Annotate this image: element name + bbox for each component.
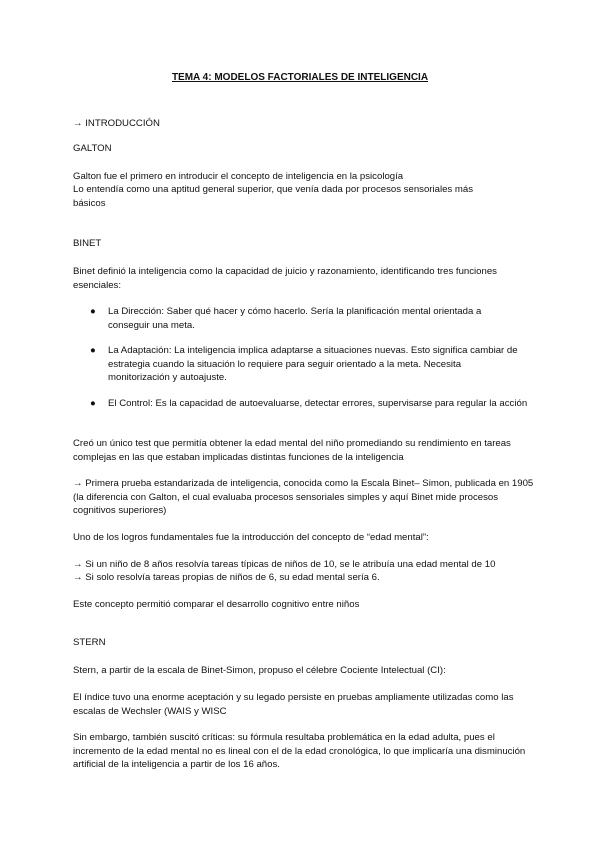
stern-paragraph-1: Stern, a partir de la escala de Binet-Simon, propuso el célebre Cociente Intelectual (CI): [73,665,446,676]
bullet-icon: ● [90,345,96,356]
binet-concepto-paragraph: Este concepto permitió comparar el desarrollo cognitivo entre niños [73,599,360,610]
binet-test-paragraph: Creó un único test que permitía obtener la edad mental del niño promediando su rendimiento en tareas complejas en las que estaban implicadas distintas funciones de la inteligencia [73,438,511,463]
bullet-control: El Control: Es la capacidad de autoevaluarse, detectar errores, supervisarse para regular la acción [108,398,528,409]
bullet-icon: ● [90,306,96,317]
page-title: TEMA 4: MODELOS FACTORIALES DE INTELIGENCIA [171,72,429,83]
binet-heading: BINET [73,238,102,249]
intro-heading: → INTRODUCCIÓN [73,118,160,129]
bullet-icon: ● [90,398,96,409]
bullet-direccion: La Dirección: Saber qué hacer y cómo hacerlo. Sería la planificación mental orientada a conseguir una meta. [108,306,482,331]
galton-line-1: Galton fue el primero en introducir el concepto de inteligencia en la psicología [73,171,404,182]
binet-example-2: → Si solo resolvía tareas propias de niños de 6, su edad mental sería 6. [73,572,380,583]
binet-definition: Binet definió la inteligencia como la capacidad de juicio y razonamiento, identificando tres funciones esenciales: [73,266,497,291]
binet-logros-paragraph: Uno de los logros fundamentales fue la introducción del concepto de “edad mental”: [73,532,429,543]
binet-escala-paragraph: → Primera prueba estandarizada de inteligencia, conocida como la Escala Binet– Simon, publicada en 1905 (la diferencia con Galton, el cual evaluaba procesos sensoriales simples y aquí Binet mide procesos cognitivos superiores) [73,478,534,517]
bullet-adaptacion: La Adaptación: La inteligencia implica adaptarse a situaciones nuevas. Esto significa cambiar de estrategia cuando la situación lo requiere para seguir orientado a la meta. Necesita monitorización y autoajuste. [108,345,518,384]
stern-heading: STERN [73,637,106,648]
stern-paragraph-3: Sin embargo, también suscitó críticas: su fórmula resultaba problemática en la edad adulta, pues el incremento de la edad mental no es lineal con el de la edad cronológica, lo que implicaría una disminución artificial de la inteligencia a partir de los 16 años. [73,732,526,771]
galton-line-2: Lo entendía como una aptitud general superior, que venía dada por procesos sensoriales más básicos [73,184,473,209]
galton-heading: GALTON [73,143,112,154]
stern-paragraph-2: El índice tuvo una enorme aceptación y su legado persiste en pruebas ampliamente utilizadas como las escalas de Wechsler (WAIS y WISC [73,692,514,717]
binet-example-1: → Si un niño de 8 años resolvía tareas típicas de niños de 10, se le atribuía una edad mental de 10 [73,559,496,570]
